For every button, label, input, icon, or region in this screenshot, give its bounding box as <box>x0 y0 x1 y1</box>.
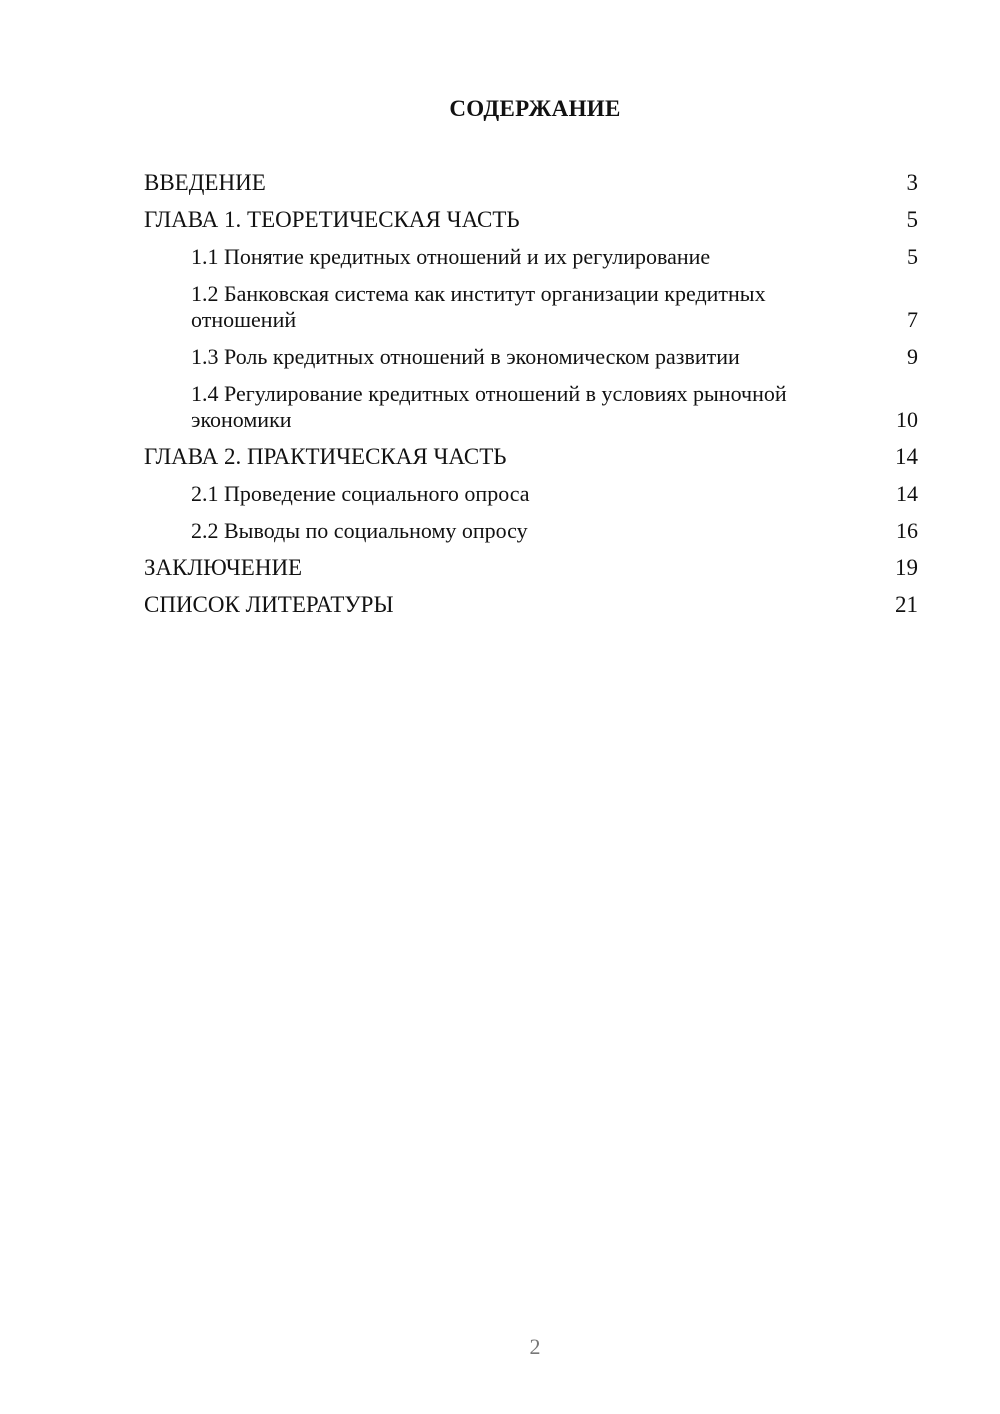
toc-entry-label: 1.1 Понятие кредитных отношений и их регулирование <box>191 244 711 269</box>
toc-entry-label: 2.1 Проведение социального опроса <box>191 481 530 506</box>
toc-entry-label: ВВЕДЕНИЕ <box>144 170 266 195</box>
toc-entry-page: 9 <box>907 344 918 369</box>
toc-entry-page: 19 <box>895 555 918 580</box>
page-number: 2 <box>529 1334 541 1359</box>
toc-entry-chapter-1 <box>144 207 918 233</box>
toc-entry-label: ГЛАВА 2. ПРАКТИЧЕСКАЯ ЧАСТЬ <box>144 444 507 469</box>
toc-entry-label: 1.2 Банковская система как институт организации кредитных отношений <box>191 281 766 332</box>
toc-title: СОДЕРЖАНИЕ <box>449 96 621 121</box>
table-of-contents <box>144 170 918 629</box>
toc-entry-section-1-1 <box>144 244 918 270</box>
toc-entry-section-2-2 <box>144 518 918 544</box>
toc-entry-page: 16 <box>896 518 918 543</box>
toc-entry-page: 14 <box>895 444 918 469</box>
toc-entry-label: ЗАКЛЮЧЕНИЕ <box>144 555 303 580</box>
toc-entry-page: 21 <box>895 592 918 617</box>
toc-entry-page: 3 <box>906 170 918 195</box>
toc-entry-label: ГЛАВА 1. ТЕОРЕТИЧЕСКАЯ ЧАСТЬ <box>144 207 520 232</box>
toc-entry-label: 1.4 Регулирование кредитных отношений в условиях рыночной экономики <box>191 381 787 432</box>
toc-entry-page: 14 <box>896 481 918 506</box>
toc-entry-bibliography <box>144 592 918 618</box>
toc-entry-label: 1.3 Роль кредитных отношений в экономическом развитии <box>191 344 740 369</box>
toc-entry-section-2-1 <box>144 481 918 507</box>
toc-entry-chapter-2 <box>144 444 918 470</box>
toc-entry-introduction <box>144 170 918 196</box>
toc-entry-label: СПИСОК ЛИТЕРАТУРЫ <box>144 592 394 617</box>
toc-entry-section-1-2 <box>144 281 918 333</box>
toc-entry-section-1-4 <box>144 381 918 433</box>
toc-entry-page: 7 <box>907 307 918 332</box>
toc-entry-label: 2.2 Выводы по социальному опросу <box>191 518 528 543</box>
toc-entry-page: 5 <box>906 207 918 232</box>
toc-entry-page: 5 <box>907 244 918 269</box>
toc-entry-page: 10 <box>896 407 918 432</box>
toc-entry-section-1-3 <box>144 344 918 370</box>
toc-entry-conclusion <box>144 555 918 581</box>
